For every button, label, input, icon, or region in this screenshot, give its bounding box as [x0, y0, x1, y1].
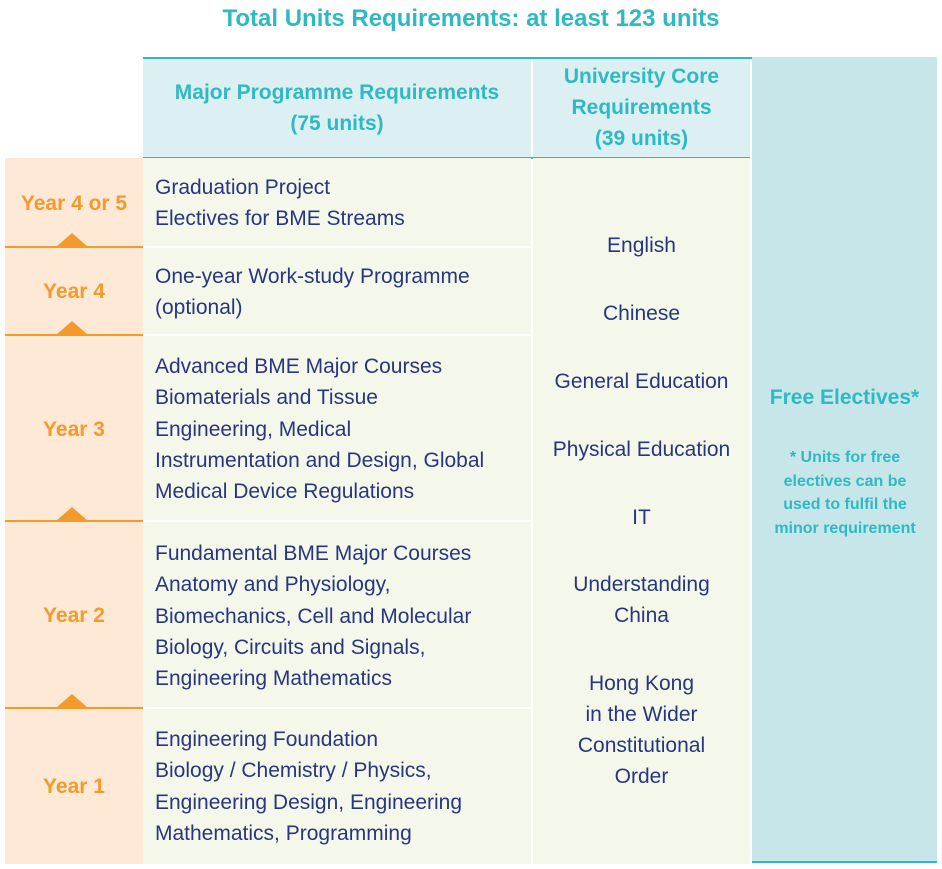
up-arrow-icon	[56, 507, 88, 521]
free-electives-note	[760, 446, 930, 540]
year-label: Year 4	[43, 280, 105, 303]
core-item-understanding-china	[533, 569, 750, 631]
page-title: Total Units Requirements: at least 123 units	[222, 5, 720, 32]
course-line: Biology / Chemistry / Physics,	[155, 759, 432, 783]
core-item-it	[533, 502, 750, 533]
core-item-english	[533, 230, 750, 261]
note-line: minor requirement	[774, 519, 916, 537]
course-line: Medical Device Regulations	[155, 480, 415, 504]
core-header-line: (39 units)	[594, 127, 689, 150]
course-line: Biomaterials and Tissue	[155, 386, 378, 410]
core-item-line: China	[614, 604, 669, 627]
course-line: Biomechanics, Cell and Molecular	[155, 604, 472, 628]
free-electives-bottom-rule	[752, 861, 937, 863]
course-line: Advanced BME Major Courses	[155, 355, 443, 378]
note-line: used to fulfil the	[783, 496, 907, 513]
major-header-line: Major Programme Requirements	[174, 80, 500, 104]
course-line: Engineering Foundation	[155, 728, 379, 751]
row-divider	[143, 707, 531, 709]
year-divider	[5, 246, 143, 248]
course-line: Fundamental BME Major Courses	[155, 542, 472, 565]
course-line: Engineering, Medical	[155, 417, 352, 441]
course-line: One-year Work-study Programme	[155, 265, 470, 288]
core-item-line: Hong Kong	[588, 672, 695, 695]
year-label: Year 3	[43, 418, 105, 441]
core-item-line: Constitutional	[577, 734, 706, 757]
course-line: Electives for BME Streams	[155, 207, 405, 231]
core-item-chinese	[533, 298, 750, 329]
course-line: Instrumentation and Design, Global	[155, 448, 485, 472]
core-item-line: in the Wider	[585, 703, 698, 726]
core-item-line: Chinese	[602, 302, 681, 325]
core-header-line: University Core	[563, 65, 720, 88]
core-item-physical-education	[533, 434, 750, 465]
course-line: Biology, Circuits and Signals,	[155, 635, 426, 659]
course-line: Graduation Project	[155, 176, 331, 199]
year-divider	[5, 520, 143, 522]
major-row-year-4	[155, 261, 527, 324]
course-line: (optional)	[155, 296, 243, 320]
core-item-hong-kong-constitutional-order	[533, 668, 750, 792]
core-item-general-education	[533, 366, 750, 397]
row-divider	[143, 520, 531, 522]
core-item-line: Order	[614, 765, 669, 788]
row-divider	[143, 246, 531, 248]
major-requirements-header	[143, 57, 531, 158]
year-label: Year 4 or 5	[20, 192, 128, 215]
major-row-year-4-or-5	[155, 172, 527, 235]
up-arrow-icon	[56, 321, 88, 335]
up-arrow-icon	[56, 694, 88, 708]
year-divider	[5, 334, 143, 336]
core-item-line: Understanding	[573, 573, 710, 596]
major-row-year-1	[155, 724, 527, 849]
core-requirements-header	[533, 57, 750, 158]
note-line: electives can be	[783, 472, 907, 490]
course-line: Engineering Mathematics	[155, 667, 392, 691]
core-item-line: IT	[632, 506, 651, 529]
major-row-year-2	[155, 538, 527, 694]
row-divider	[143, 334, 531, 336]
year-divider	[5, 707, 143, 709]
course-line: Anatomy and Physiology,	[155, 573, 391, 597]
core-item-line: General Education	[554, 370, 729, 393]
note-line: * Units for free	[789, 449, 901, 466]
major-row-year-3	[155, 351, 527, 507]
year-label: Year 2	[43, 604, 105, 627]
up-arrow-icon	[56, 233, 88, 247]
year-label: Year 1	[43, 775, 105, 798]
course-line: Engineering Design, Engineering	[155, 790, 463, 814]
core-item-line: Physical Education	[552, 438, 731, 461]
major-header-line: (75 units)	[290, 111, 384, 135]
core-header-line: Requirements	[571, 96, 712, 119]
course-line: Mathematics, Programming	[155, 821, 412, 845]
core-item-line: English	[607, 234, 676, 257]
free-electives-title: Free Electives*	[769, 386, 920, 409]
